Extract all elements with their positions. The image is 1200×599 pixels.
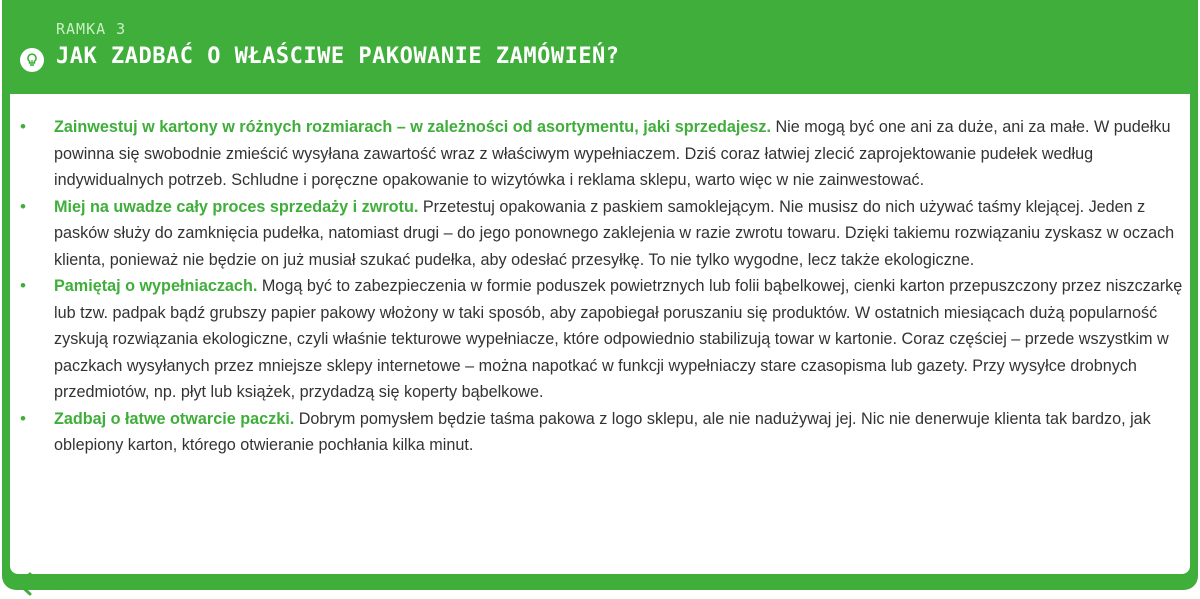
box-content: [10, 94, 1190, 574]
bullet-marker: •: [20, 117, 26, 136]
box-frame: [2, 0, 1198, 590]
list-item: [10, 406, 1185, 459]
item-text: Nie mogą być one ani za duże, ani za małe. W pudełku powinna się swobodnie zmieścić wysyłana zawartość wraz z właściwym wypełniaczem. Dziś coraz łatwiej zlecić zaprojektowanie pudełek według indywidualnych potrzeb. Schludne i poręczne opakowanie to wizytówka i reklama sklepu, warto więc w nie zainwestować.: [54, 118, 1171, 189]
item-lead: Zainwestuj w kartony w różnych rozmiarach – w zależności od asortymentu, jaki sprzedajesz.: [54, 118, 771, 136]
list-item: [10, 194, 1185, 274]
bullet-marker: •: [20, 276, 26, 295]
bullet-marker: •: [20, 196, 26, 216]
arrow-left-icon: [6, 568, 66, 598]
bullet-marker: •: [20, 408, 26, 428]
box-title: JAK ZADBAĆ O WŁAŚCIWE PAKOWANIE ZAMÓWIEŃ?: [56, 44, 620, 69]
box-header: [2, 0, 1198, 92]
tips-list: [10, 114, 1185, 459]
item-lead: Zadbaj o łatwe otwarcie paczki.: [54, 409, 295, 428]
item-lead: Pamiętaj o wypełniaczach.: [54, 277, 258, 295]
item-text: Mogą być to zabezpieczenia w formie poduszek powietrznych lub folii bąbelkowej, cienki karton przepuszczony przez niszczarkę lub tzw. padpak bądź grubszy papier pakowy włożony w taki sposób, aby zapobiegał poruszaniu się produktów. W ostatnich miesiącach dużą popularność zyskują rozwiązania ekologiczne, czyli właśnie tekturowe wypełniacze, które odpowiednio stabilizują towar w kartonie. Coraz częściej – przede wszystkim w paczkach wysyłanych przez mniejsze sklepy internetowe – można napotkać w funkcji wypełniaczy stare czasopisma lub gazety. Przy wysyłce drobnych przedmiotów, np. płyt lub książek, przydadzą się koperty bąbelkowe.: [54, 277, 1183, 401]
item-lead: Miej na uwadze cały proces sprzedaży i zwrotu.: [54, 197, 419, 216]
box-kicker: RAMKA 3: [56, 20, 127, 38]
list-item: [10, 114, 1185, 194]
lightbulb-icon: [20, 48, 44, 72]
item-text: Dobrym pomysłem będzie taśma pakowa z logo sklepu, ale nie nadużywaj jej. Nic nie denerwuje klienta tak bardzo, jak oblepiony karton, którego otwieranie pochłania kilka minut.: [54, 409, 1151, 454]
item-text: Przetestuj opakowania z paskiem samoklejącym. Nie musisz do nich używać taśmy klejącej. Jeden z pasków służy do zamknięcia pudełka, natomiast drugi – do jego ponownego zaklejenia w razie zwrotu towaru. Dzięki takiemu rozwiązaniu zyskasz w oczach klienta, ponieważ nie będzie on już musiał szukać pudełka, aby odesłać przesyłkę. To nie tylko wygodne, lecz także ekologiczne.: [54, 197, 1175, 269]
list-item: [10, 273, 1185, 406]
